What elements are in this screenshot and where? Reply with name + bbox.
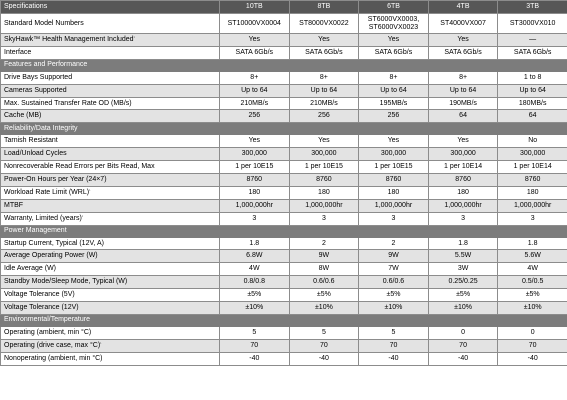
row-label: Load/Unload Cycles	[1, 148, 220, 161]
row-value: 300,000	[428, 148, 498, 161]
row-value: SATA 6Gb/s	[428, 46, 498, 59]
row-value: 1.8	[428, 237, 498, 250]
row-label: Startup Current, Typical (12V, A)	[1, 237, 220, 250]
section-title: Power Management	[1, 225, 567, 237]
row-value: 0.6/0.6	[359, 276, 429, 289]
row-value: 210MB/s	[289, 97, 359, 110]
table-row	[1, 250, 567, 263]
row-label: Nonoperating (ambient, min °C)	[1, 352, 220, 365]
table-header-row	[1, 1, 567, 14]
table-row	[1, 186, 567, 199]
row-value: 2	[359, 237, 429, 250]
row-value: ±10%	[498, 302, 567, 315]
row-value: 5	[359, 326, 429, 339]
row-value: 0.6/0.6	[289, 276, 359, 289]
row-value: 70	[359, 339, 429, 352]
header-capacity-10tb: 10TB	[220, 1, 290, 14]
row-value: 8760	[428, 174, 498, 187]
row-value: 4W	[498, 263, 567, 276]
row-value: 256	[289, 110, 359, 123]
specifications-table-body	[1, 1, 567, 366]
row-value: 190MB/s	[428, 97, 498, 110]
row-label: Interface	[1, 46, 220, 59]
row-label: Cameras Supported	[1, 84, 220, 97]
table-row	[1, 237, 567, 250]
table-row	[1, 34, 567, 47]
row-value: Yes	[220, 135, 290, 148]
row-value: 8+	[289, 71, 359, 84]
row-label: Standby Mode/Sleep Mode, Typical (W)	[1, 276, 220, 289]
table-row	[1, 326, 567, 339]
row-value: 3	[220, 212, 290, 225]
row-label: Max. Sustained Transfer Rate OD (MB/s)	[1, 97, 220, 110]
row-label: Power-On Hours per Year (24×7)	[1, 174, 220, 187]
row-value: ±5%	[428, 289, 498, 302]
header-label: Specifications	[1, 1, 220, 14]
row-value: 8+	[359, 71, 429, 84]
row-value: 5.6W	[498, 250, 567, 263]
row-value: 300,000	[289, 148, 359, 161]
table-row	[1, 110, 567, 123]
row-value: 70	[498, 339, 567, 352]
table-row	[1, 289, 567, 302]
row-value: ±5%	[498, 289, 567, 302]
row-value: Yes	[428, 135, 498, 148]
row-value: 64	[428, 110, 498, 123]
row-value: 180	[289, 186, 359, 199]
row-value: 2	[289, 237, 359, 250]
row-value: 8+	[220, 71, 290, 84]
table-row	[1, 276, 567, 289]
row-value: Up to 64	[498, 84, 567, 97]
section-header-row	[1, 123, 567, 135]
header-capacity-6tb: 6TB	[359, 1, 429, 14]
row-value: SATA 6Gb/s	[289, 46, 359, 59]
header-capacity-4tb: 4TB	[428, 1, 498, 14]
row-label: Idle Average (W)	[1, 263, 220, 276]
row-label: Voltage Tolerance (5V)	[1, 289, 220, 302]
row-value: Up to 64	[428, 84, 498, 97]
row-value: 256	[220, 110, 290, 123]
row-value: ±5%	[289, 289, 359, 302]
row-value: 210MB/s	[220, 97, 290, 110]
row-value: 9W	[359, 250, 429, 263]
row-value: 180	[498, 186, 567, 199]
row-value: SATA 6Gb/s	[498, 46, 567, 59]
row-label: Operating (drive case, max °C)$^{^1}$	[1, 339, 220, 352]
row-value: 1 per 10E15	[289, 161, 359, 174]
section-header-row	[1, 225, 567, 237]
row-value: 1,000,000hr	[359, 199, 429, 212]
row-value: 1 per 10E14	[428, 161, 498, 174]
table-row	[1, 148, 567, 161]
row-value: 70	[428, 339, 498, 352]
row-value: Yes	[359, 135, 429, 148]
row-value: 5	[220, 326, 290, 339]
row-value: 3	[359, 212, 429, 225]
row-value: ST10000VX0004	[220, 14, 290, 34]
table-row	[1, 263, 567, 276]
row-value: 180	[220, 186, 290, 199]
footnote-marker: ¹	[133, 34, 135, 40]
row-value: 256	[359, 110, 429, 123]
row-value: Yes	[289, 135, 359, 148]
row-value: -40	[359, 352, 429, 365]
row-value: 1,000,000hr	[498, 199, 567, 212]
table-row	[1, 212, 567, 225]
row-value: 0	[428, 326, 498, 339]
row-label: MTBF	[1, 199, 220, 212]
row-value: 7W	[359, 263, 429, 276]
table-row	[1, 46, 567, 59]
row-value: No	[498, 135, 567, 148]
row-label: Warranty, Limited (years)$^{^1}$	[1, 212, 220, 225]
table-row	[1, 161, 567, 174]
row-value: Yes	[359, 34, 429, 47]
row-label: Standard Model Numbers	[1, 14, 220, 34]
row-value: Up to 64	[359, 84, 429, 97]
row-label: Nonrecoverable Read Errors per Bits Read, Max	[1, 161, 220, 174]
row-value: Yes	[220, 34, 290, 47]
row-value: 0.8/0.8	[220, 276, 290, 289]
row-value: -40	[498, 352, 567, 365]
row-value: —	[498, 34, 567, 47]
row-value: Yes	[428, 34, 498, 47]
row-value: 300,000	[498, 148, 567, 161]
section-header-row	[1, 59, 567, 71]
header-capacity-8tb: 8TB	[289, 1, 359, 14]
row-value: Yes	[289, 34, 359, 47]
row-value: 3	[498, 212, 567, 225]
row-value: ST8000VX0022	[289, 14, 359, 34]
row-value: 4W	[220, 263, 290, 276]
row-value: 180	[359, 186, 429, 199]
row-value: SATA 6Gb/s	[359, 46, 429, 59]
row-value: 180MB/s	[498, 97, 567, 110]
section-title: Environmental/Temperature	[1, 314, 567, 326]
row-value: 300,000	[359, 148, 429, 161]
row-label: Cache (MB)	[1, 110, 220, 123]
row-value: ST6000VX0003, ST6000VX0023	[359, 14, 429, 34]
row-value: 1 per 10E14	[498, 161, 567, 174]
row-value: Up to 64	[220, 84, 290, 97]
row-value: ST4000VX007	[428, 14, 498, 34]
row-value: 64	[498, 110, 567, 123]
row-value: 5.5W	[428, 250, 498, 263]
footnote-marker: ¹	[100, 340, 102, 346]
table-row	[1, 14, 567, 34]
table-row	[1, 71, 567, 84]
row-value: 9W	[289, 250, 359, 263]
table-row	[1, 135, 567, 148]
row-value: 0	[498, 326, 567, 339]
row-value: ±10%	[428, 302, 498, 315]
row-value: 1.8	[498, 237, 567, 250]
row-value: 70	[220, 339, 290, 352]
row-label: SkyHawk™ Health Management Included$^{^1}$	[1, 34, 220, 47]
row-value: 6.8W	[220, 250, 290, 263]
row-value: 0.5/0.5	[498, 276, 567, 289]
row-value: 0.25/0.25	[428, 276, 498, 289]
row-value: 1,000,000hr	[289, 199, 359, 212]
row-value: 8760	[359, 174, 429, 187]
table-row	[1, 174, 567, 187]
row-value: 1 to 8	[498, 71, 567, 84]
row-value: 8760	[289, 174, 359, 187]
row-value: -40	[220, 352, 290, 365]
row-label: Tarnish Resistant	[1, 135, 220, 148]
row-value: SATA 6Gb/s	[220, 46, 290, 59]
row-value: 195MB/s	[359, 97, 429, 110]
row-value: 3	[289, 212, 359, 225]
table-row	[1, 302, 567, 315]
row-label: Average Operating Power (W)	[1, 250, 220, 263]
row-value: 300,000	[220, 148, 290, 161]
row-label: Voltage Tolerance (12V)	[1, 302, 220, 315]
table-row	[1, 199, 567, 212]
row-value: 180	[428, 186, 498, 199]
row-value: 1.8	[220, 237, 290, 250]
table-row	[1, 84, 567, 97]
section-header-row	[1, 314, 567, 326]
row-label: Workload Rate Limit (WRL)$^{^1}$	[1, 186, 220, 199]
row-value: 1 per 10E15	[220, 161, 290, 174]
row-value: 8+	[428, 71, 498, 84]
row-value: 70	[289, 339, 359, 352]
row-value: -40	[289, 352, 359, 365]
footnote-marker: ¹	[81, 213, 84, 219]
table-row	[1, 339, 567, 352]
row-value: Up to 64	[289, 84, 359, 97]
row-value: 1 per 10E15	[359, 161, 429, 174]
row-value: ±10%	[359, 302, 429, 315]
row-value: 1,000,000hr	[428, 199, 498, 212]
row-value: 3	[428, 212, 498, 225]
row-value: ±10%	[220, 302, 290, 315]
row-value: 8W	[289, 263, 359, 276]
section-title: Features and Performance	[1, 59, 567, 71]
row-value: 1,000,000hr	[220, 199, 290, 212]
row-value: 5	[289, 326, 359, 339]
row-value: 8760	[498, 174, 567, 187]
row-value: ±5%	[359, 289, 429, 302]
row-value: 3W	[428, 263, 498, 276]
row-label: Drive Bays Supported	[1, 71, 220, 84]
row-value: ST3000VX010	[498, 14, 567, 34]
header-capacity-3tb: 3TB	[498, 1, 567, 14]
table-row	[1, 97, 567, 110]
table-row	[1, 352, 567, 365]
row-value: 8760	[220, 174, 290, 187]
row-value: -40	[428, 352, 498, 365]
footnote-marker: ¹	[89, 187, 91, 193]
row-label: Operating (ambient, min °C)	[1, 326, 220, 339]
row-value: ±10%	[289, 302, 359, 315]
row-value: ±5%	[220, 289, 290, 302]
section-title: Reliability/Data Integrity	[1, 123, 567, 135]
